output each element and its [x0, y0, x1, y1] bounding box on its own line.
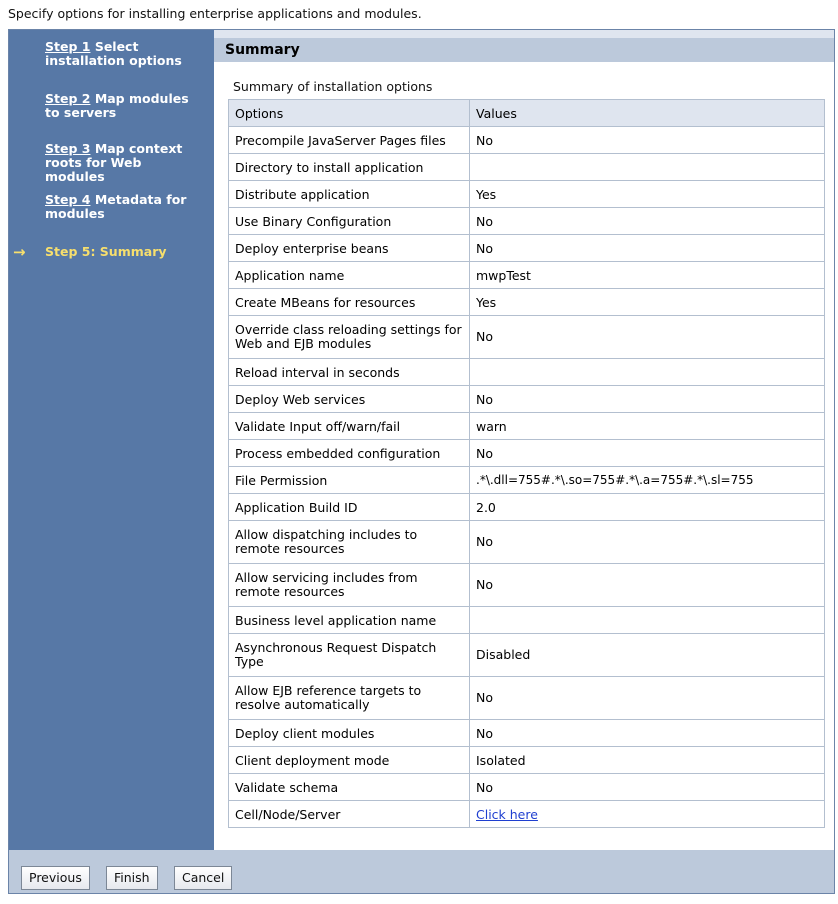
value-cell: No	[470, 720, 825, 747]
step-4-label: Metadata for modules	[45, 192, 187, 221]
table-row	[229, 262, 825, 289]
option-cell: Reload interval in seconds	[229, 359, 470, 386]
table-row	[229, 208, 825, 235]
option-cell: Application Build ID	[229, 494, 470, 521]
option-cell: Use Binary Configuration	[229, 208, 470, 235]
value-cell: No	[470, 316, 825, 359]
previous-button[interactable]: Previous	[21, 866, 90, 890]
value-cell: No	[470, 774, 825, 801]
value-cell: No	[470, 677, 825, 720]
table-row	[229, 289, 825, 316]
summary-body	[214, 62, 834, 850]
table-row	[229, 747, 825, 774]
table-row	[229, 316, 825, 359]
value-cell: No	[470, 127, 825, 154]
value-cell	[470, 359, 825, 386]
option-cell: Process embedded configuration	[229, 440, 470, 467]
table-row	[229, 801, 825, 828]
step-2-link[interactable]	[45, 92, 205, 120]
value-cell: Yes	[470, 181, 825, 208]
value-cell: Disabled	[470, 634, 825, 677]
step-2-label: Map modules to servers	[45, 91, 189, 120]
step-3-label: Map context roots for Web modules	[45, 141, 183, 184]
value-cell: No	[470, 521, 825, 564]
step-1-label: Select installation options	[45, 39, 182, 68]
option-cell: Distribute application	[229, 181, 470, 208]
option-cell: Allow EJB reference targets to resolve automatically	[229, 677, 470, 720]
option-cell: File Permission	[229, 467, 470, 494]
table-row	[229, 127, 825, 154]
step-3-link[interactable]	[45, 142, 205, 184]
value-cell	[470, 154, 825, 181]
table-row	[229, 235, 825, 262]
step-2-number[interactable]: Step 2	[45, 91, 91, 106]
option-cell: Override class reloading settings for Web and EJB modules	[229, 316, 470, 359]
table-row	[229, 677, 825, 720]
cell-node-server-click-here-link[interactable]: Click here	[476, 806, 538, 822]
option-cell: Deploy enterprise beans	[229, 235, 470, 262]
step-4-number[interactable]: Step 4	[45, 192, 91, 207]
table-row	[229, 440, 825, 467]
step-5-current	[45, 245, 205, 259]
value-cell: No	[470, 235, 825, 262]
wizard-steps-sidebar	[9, 30, 214, 850]
table-row	[229, 359, 825, 386]
summary-panel	[214, 30, 834, 850]
finish-button[interactable]: Finish	[106, 866, 158, 890]
cancel-button[interactable]: Cancel	[174, 866, 232, 890]
option-cell: Asynchronous Request Dispatch Type	[229, 634, 470, 677]
table-row	[229, 634, 825, 677]
value-cell: No	[470, 208, 825, 235]
value-cell	[470, 801, 825, 828]
table-row	[229, 521, 825, 564]
value-cell	[470, 607, 825, 634]
step-1-number[interactable]: Step 1	[45, 39, 91, 54]
values-column-header: Values	[470, 100, 825, 127]
value-cell: No	[470, 564, 825, 607]
table-row	[229, 774, 825, 801]
summary-table	[228, 99, 825, 828]
table-header-row	[229, 100, 825, 127]
options-column-header: Options	[229, 100, 470, 127]
table-row	[229, 181, 825, 208]
wizard-button-bar	[9, 850, 834, 893]
option-cell: Business level application name	[229, 607, 470, 634]
option-cell: Validate Input off/warn/fail	[229, 413, 470, 440]
option-cell: Create MBeans for resources	[229, 289, 470, 316]
value-cell: No	[470, 440, 825, 467]
table-row	[229, 720, 825, 747]
table-row	[229, 494, 825, 521]
step-1-link[interactable]	[45, 40, 205, 68]
value-cell: Yes	[470, 289, 825, 316]
value-cell: mwpTest	[470, 262, 825, 289]
step-3-number[interactable]: Step 3	[45, 141, 91, 156]
page-instructions: Specify options for installing enterprise applications and modules.	[8, 6, 422, 21]
value-cell: .*\.dll=755#.*\.so=755#.*\.a=755#.*\.sl=755	[470, 467, 825, 494]
option-cell: Application name	[229, 262, 470, 289]
current-step-arrow-icon: →	[13, 243, 26, 261]
option-cell: Cell/Node/Server	[229, 801, 470, 828]
option-cell: Deploy client modules	[229, 720, 470, 747]
table-row	[229, 413, 825, 440]
value-cell: warn	[470, 413, 825, 440]
option-cell: Directory to install application	[229, 154, 470, 181]
table-row	[229, 386, 825, 413]
table-row	[229, 607, 825, 634]
option-cell: Precompile JavaServer Pages files	[229, 127, 470, 154]
install-wizard	[8, 29, 835, 894]
summary-title: Summary	[214, 38, 834, 62]
option-cell: Allow servicing includes from remote resources	[229, 564, 470, 607]
value-cell: 2.0	[470, 494, 825, 521]
value-cell: Isolated	[470, 747, 825, 774]
option-cell: Client deployment mode	[229, 747, 470, 774]
option-cell: Deploy Web services	[229, 386, 470, 413]
table-row	[229, 564, 825, 607]
option-cell: Allow dispatching includes to remote resources	[229, 521, 470, 564]
value-cell: No	[470, 386, 825, 413]
summary-caption: Summary of installation options	[233, 79, 433, 94]
table-row	[229, 467, 825, 494]
option-cell: Validate schema	[229, 774, 470, 801]
table-row	[229, 154, 825, 181]
step-4-link[interactable]	[45, 193, 205, 221]
step-5-label: Step 5: Summary	[45, 244, 167, 259]
